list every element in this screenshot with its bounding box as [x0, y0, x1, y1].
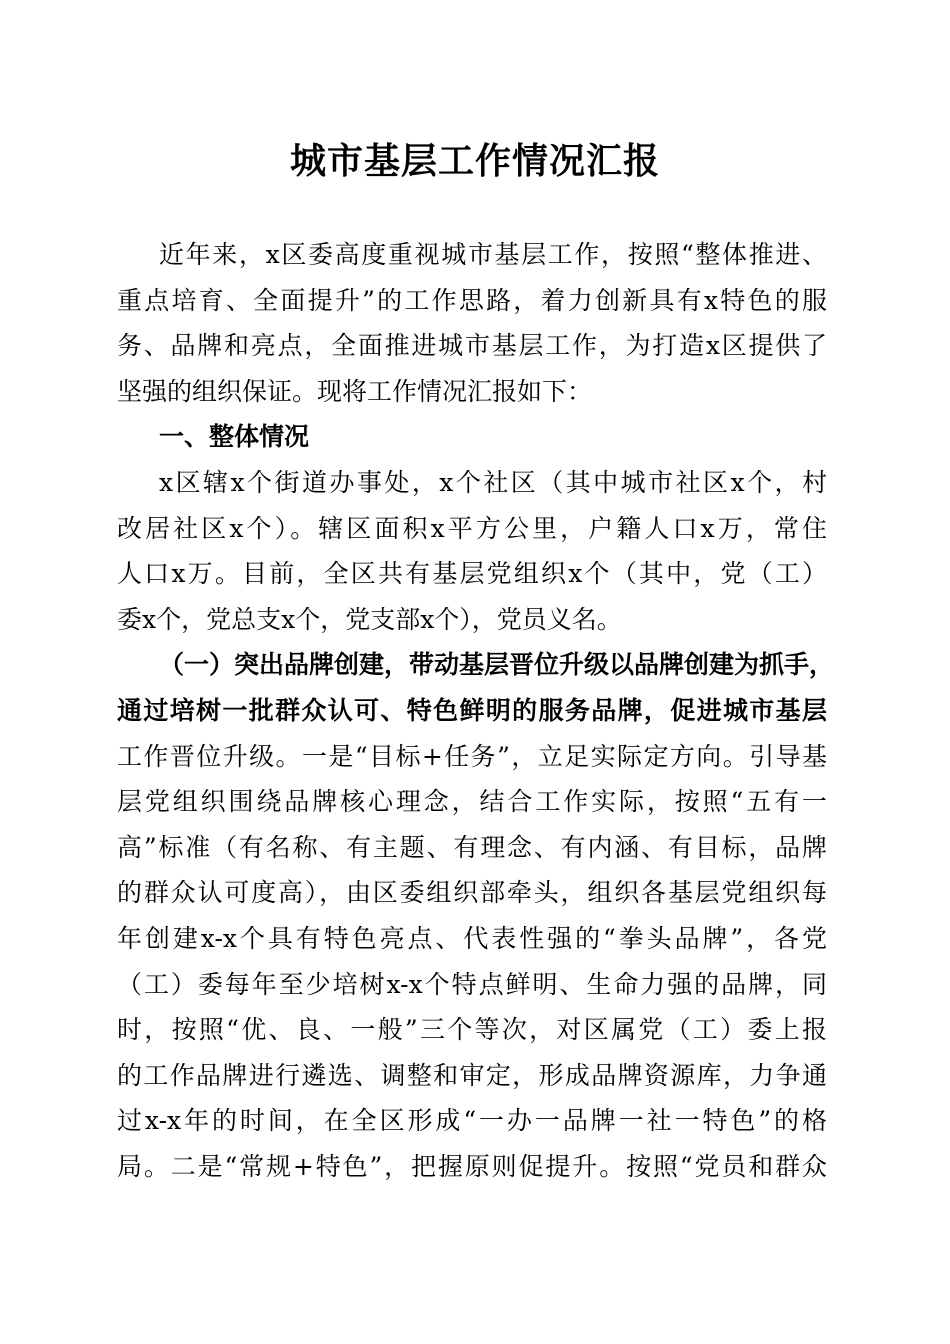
paragraph-line: 的工作品牌进行遴选、调整和审定，形成品牌资源库，力争通 [117, 1060, 827, 1090]
brand-building-paragraph [117, 642, 835, 1189]
paragraph-line: 近年来，x区委高度重视城市基层工作，按照“整体推进、 [159, 240, 827, 269]
paragraph-line: 人口x万。目前，全区共有基层党组织x个（其中，党（工） [117, 559, 827, 589]
paragraph-line: 时，按照“优、良、一般”三个等次，对区属党（工）委上报 [117, 1015, 827, 1045]
paragraph-line: 年创建x-x个具有特色亮点、代表性强的“拳头品牌”，各党 [117, 923, 827, 953]
paragraph-line: 重点培育、全面提升”的工作思路，着力创新具有x特色的服 [117, 285, 827, 315]
paragraph-line: 局。二是“常规+特色”，把握原则促提升。按照“党员和群众 [117, 1151, 827, 1181]
paragraph-line: 层党组织围绕品牌核心理念，结合工作实际，按照“五有一 [117, 787, 827, 817]
paragraph-line: 高”标准（有名称、有主题、有理念、有内涵、有目标，品牌 [117, 832, 827, 862]
document-body [117, 232, 835, 1189]
document-title: 城市基层工作情况汇报 [289, 140, 660, 182]
paragraph-line: 委x个，党总支x个，党支部x个），党员义名。 [117, 604, 622, 634]
subsection-heading-line: 通过培树一批群众认可、特色鲜明的服务品牌，促进城市基层 [117, 695, 827, 725]
paragraph-line: 工作晋位升级。一是“目标+任务”，立足实际定方向。引导基 [117, 741, 827, 771]
paragraph-line: x区辖x个街道办事处，x个社区（其中城市社区x个，村 [159, 467, 827, 497]
paragraph-line: 坚强的组织保证。现将工作情况汇报如下： [117, 376, 593, 406]
paragraph-line: （工）委每年至少培树x-x个特点鲜明、生命力强的品牌，同 [117, 969, 827, 999]
paragraph-line: 务、品牌和亮点，全面推进城市基层工作，为打造x区提供了 [117, 331, 827, 361]
intro-paragraph [117, 232, 827, 414]
overview-paragraph [117, 460, 827, 642]
paragraph-line: 的群众认可度高），由区委组织部牵头，组织各基层党组织每 [117, 878, 827, 908]
subsection-heading-line: （一）突出品牌创建，带动基层晋位升级以品牌创建为抓手， [159, 650, 835, 680]
paragraph-line: 改居社区x个）。辖区面积x平方公里，户籍人口x万，常住 [117, 513, 827, 543]
section-heading: 一、整体情况 [159, 422, 310, 452]
paragraph-line: 过x-x年的时间，在全区形成“一办一品牌一社一特色”的格 [117, 1106, 827, 1136]
